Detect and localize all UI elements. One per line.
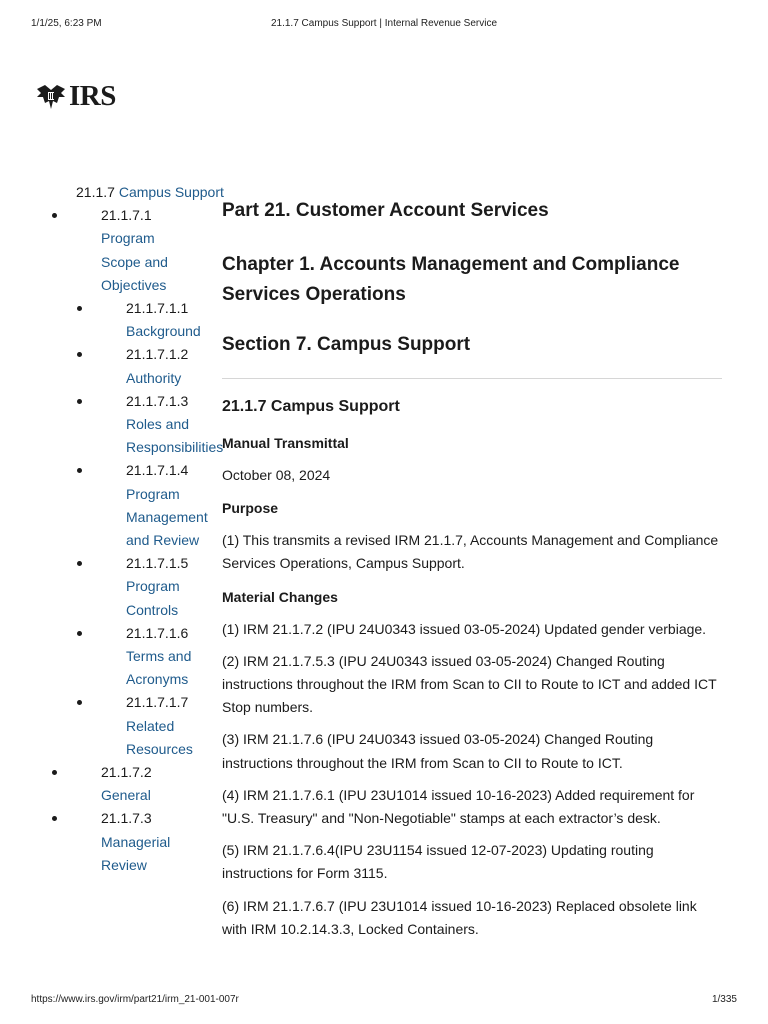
toc-item-21-1-7-1-7: [101, 691, 225, 761]
toc-number: 21.1.7: [76, 184, 115, 200]
toc-number: 21.1.7.1.6: [126, 624, 189, 641]
bullet-icon: [52, 770, 57, 775]
toc-item-21-1-7-1: [76, 204, 225, 761]
print-footer: [31, 994, 737, 1008]
toc-item-21-1-7: [0, 181, 225, 877]
bullet-icon: [77, 631, 82, 636]
toc-item-21-1-7-1-3: [101, 390, 225, 460]
toc-link-program-controls[interactable]: Program Controls: [126, 578, 180, 618]
bullet-icon: [77, 700, 82, 705]
logo-wordmark: IRS: [69, 80, 116, 112]
change-item: (1) IRM 21.1.7.2 (IPU 24U0343 issued 03-05-2024) Updated gender verbiage.: [222, 620, 707, 637]
transmittal-label: Manual Transmittal: [222, 435, 349, 451]
eagle-icon: [35, 83, 67, 111]
toc-link-authority[interactable]: Authority: [126, 369, 182, 386]
irm-title: 21.1.7 Campus Support: [222, 398, 400, 415]
toc-link-program-management[interactable]: Program Management and Review: [126, 485, 208, 549]
change-item: (6) IRM 21.1.7.6.7 (IPU 23U1014 issued 10-16-2023) Replaced obsolete link with IRM 10.2.14.3.3, Locked Containers.: [222, 897, 697, 937]
bullet-icon: [77, 561, 82, 566]
main-content: [222, 196, 722, 950]
toc-item-21-1-7-1-2: [101, 343, 225, 389]
toc-link-related-resources[interactable]: Related Resources: [126, 717, 193, 757]
toc-number: 21.1.7.1.3: [126, 392, 189, 409]
bullet-icon: [52, 816, 57, 821]
toc-link-program-scope[interactable]: Program Scope and Objectives: [101, 230, 168, 293]
part-heading: Part 21. Customer Account Services: [222, 200, 549, 221]
toc-number: 21.1.7.1.2: [126, 346, 189, 363]
toc-number: 21.1.7.1.1: [126, 300, 189, 317]
chapter-heading: Chapter 1. Accounts Management and Compliance Services Operations: [222, 254, 680, 305]
toc-number: 21.1.7.3: [101, 810, 152, 827]
bullet-icon: [77, 352, 82, 357]
toc-number: 21.1.7.1.4: [126, 462, 189, 479]
purpose-text: (1) This transmits a revised IRM 21.1.7, Accounts Management and Compliance Services Operations, Campus Support.: [222, 532, 719, 572]
toc-item-21-1-7-1-4: [101, 459, 225, 552]
table-of-contents: [0, 181, 225, 877]
change-item: (4) IRM 21.1.7.6.1 (IPU 23U1014 issued 10-16-2023) Added requirement for "U.S. Treasury" and "Non-Negotiable" stamps at each extractor’s desk.: [222, 786, 695, 827]
page-number: 1/335: [711, 994, 737, 1005]
print-header: [31, 18, 737, 32]
toc-link-roles[interactable]: Roles and Responsibilities: [126, 416, 224, 456]
page-url: https://www.irs.gov/irm/part21/irm_21-001-007r: [31, 994, 239, 1005]
toc-number: 21.1.7.1.5: [126, 555, 189, 572]
toc-link-background[interactable]: Background: [126, 323, 201, 340]
bullet-icon: [77, 399, 82, 404]
toc-number: 21.1.7.1.7: [126, 694, 189, 711]
print-title: 21.1.7 Campus Support | Internal Revenue Service: [270, 18, 498, 29]
toc-item-21-1-7-1-1: [101, 297, 225, 343]
toc-link-terms[interactable]: Terms and Acronyms: [126, 648, 192, 688]
bullet-icon: [77, 306, 82, 311]
change-item: (3) IRM 21.1.7.6 (IPU 24U0343 issued 03-05-2024) Changed Routing instructions throughout the IRM from Scan to CII to Route to ICT.: [222, 731, 654, 771]
toc-item-21-1-7-1-6: [101, 622, 225, 692]
bullet-icon: [77, 468, 82, 473]
transmittal-date: October 08, 2024: [222, 467, 331, 483]
toc-link-campus-support[interactable]: Campus Support: [118, 184, 224, 200]
divider: [222, 378, 722, 379]
toc-item-21-1-7-3: [76, 807, 225, 877]
toc-number: 21.1.7.1: [101, 207, 152, 224]
toc-link-general[interactable]: General: [101, 787, 151, 804]
print-date: 1/1/25, 6:23 PM: [31, 18, 102, 29]
purpose-label: Purpose: [222, 500, 279, 517]
irs-logo[interactable]: [35, 80, 116, 113]
change-item: (5) IRM 21.1.7.6.4(IPU 23U1154 issued 12-07-2023) Updating routing instructions for Form 3115.: [222, 842, 654, 882]
material-changes-label: Material Changes: [222, 588, 338, 605]
section-heading: Section 7. Campus Support: [222, 334, 471, 355]
toc-number: 21.1.7.2: [101, 764, 152, 781]
change-item: (2) IRM 21.1.7.5.3 (IPU 24U0343 issued 03-05-2024) Changed Routing instructions throughout the IRM from Scan to CII to Route to ICT and added ICT Stop numbers.: [222, 652, 717, 716]
toc-item-21-1-7-2: [76, 761, 225, 807]
toc-item-21-1-7-1-5: [101, 552, 225, 622]
toc-link-managerial-review[interactable]: Managerial Review: [101, 833, 171, 873]
bullet-icon: [52, 213, 57, 218]
